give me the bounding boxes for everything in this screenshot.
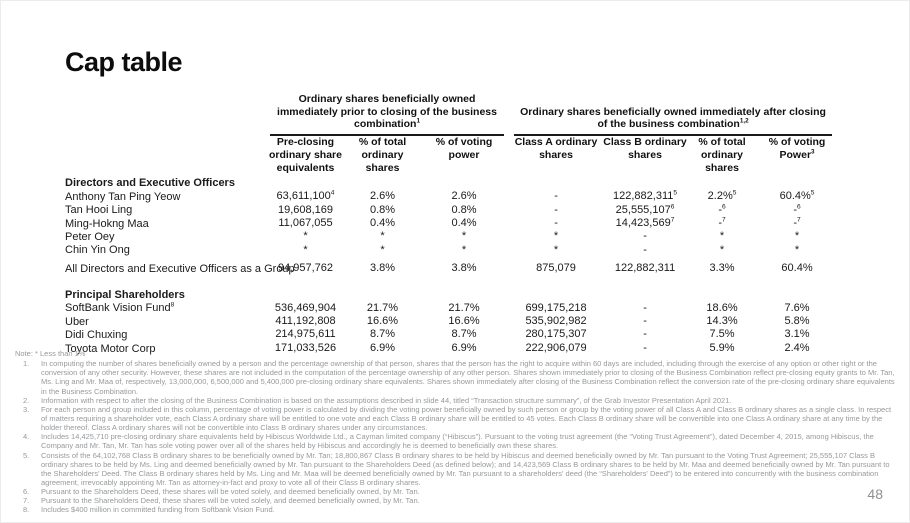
row-label: Peter Oey — [65, 231, 115, 244]
cap-table — [65, 93, 837, 355]
cell: - — [643, 301, 647, 314]
footnote-text: In computing the number of shares beneficially owned by a person and the percentage ownership of that person, shares that the person has the right to acquire within 60 days are included, including through the exercise of any option or other right or the conversion of any other security. However, these shares are not included in the computation of the percentage ownership of any other person. Shares shown immediately prior to closing of the Business Combination reflect pre-closing equity grants to Mr. Tan, Ms. Ling and Mr. Maa of, respectively, 13,000,000, 6,500,000 and 5,400,000 pre-closing ordinary share equivalents. Shares shown immediately after closing of the Business Combination reflect the conversion rate of the pre-closing ordinary share equivalents in the Business Combination. — [41, 359, 895, 396]
table-row — [65, 230, 837, 243]
cell: * — [794, 243, 800, 256]
cell: 171,033,526 — [274, 341, 337, 354]
cell: * — [719, 230, 725, 243]
footnote — [15, 359, 899, 396]
column-header: % of voting power — [435, 135, 493, 161]
row-label: Didi Chuxing — [65, 329, 128, 342]
cell: 11,067,055 — [278, 216, 333, 229]
column-header: Class A ordinary shares — [514, 135, 598, 161]
cell: - — [643, 328, 647, 341]
footnote — [15, 451, 899, 488]
cell: 536,469,904 — [274, 301, 337, 314]
cell: 8.7% — [369, 328, 396, 341]
column-header: % of voting Power$^3$ — [768, 135, 826, 161]
section-heading: Directors and Executive Officers — [65, 177, 235, 190]
table-row — [65, 302, 837, 315]
cell: - — [554, 203, 558, 216]
cell: 18.6% — [706, 301, 738, 314]
cell: 14,423,569$^7$ — [615, 216, 675, 229]
cell: 280,175,307 — [525, 328, 587, 341]
cell: 122,882,311 — [614, 262, 676, 275]
cell: 14.3% — [706, 315, 738, 327]
cell: 21.7% — [366, 301, 399, 314]
cell: 5.8% — [784, 315, 810, 327]
cell: 0.4% — [369, 216, 396, 229]
section-heading: Principal Shareholders — [65, 288, 185, 301]
footnote — [15, 505, 899, 514]
footnote — [15, 432, 899, 450]
row-label: Uber — [65, 315, 89, 328]
cell: -$^6$ — [718, 202, 726, 216]
cell: 7.6% — [784, 301, 810, 314]
cell: * — [461, 243, 467, 256]
table-row — [65, 190, 837, 203]
cell: 535,902,982 — [525, 315, 587, 327]
cell: 3.8% — [451, 262, 477, 275]
footnote-number: 6. — [23, 487, 30, 497]
row-label: Anthony Tan Ping Yeow — [65, 190, 181, 203]
footnote-number: 3. — [23, 404, 30, 414]
cell: 6.9% — [451, 341, 477, 354]
table-row-group-total — [65, 257, 837, 275]
table-row — [65, 244, 837, 257]
cell: - — [554, 216, 558, 229]
footnote — [15, 405, 899, 432]
row-label: Tan Hooi Ling — [65, 204, 133, 217]
footnote-text: Includes 14,425,710 pre-closing ordinary share equivalents held by Hibiscus Worldwide Ltd., a Cayman limited company (“Hibiscus”). Pursuant to the voting trust agreement (the “Voting Trust Agreement”), dated December 4, 2015, among Hibiscus, the Company and Mr. Tan, Mr. Tan has sole voting power over all of the shares held by Hibiscus and accordingly he is deemed to beneficially own these shares. — [41, 432, 874, 451]
cell: * — [719, 243, 725, 256]
section-heading-row — [65, 287, 837, 302]
cell: 8.7% — [451, 328, 477, 341]
cell: 94,957,762 — [277, 262, 334, 275]
empty-corner-cell — [65, 93, 265, 136]
spacer-row — [65, 276, 837, 287]
column-header: Pre-closing ordinary share equivalents — [269, 135, 342, 175]
cell: -$^7$ — [793, 216, 801, 229]
footnote-text: Includes $400 million in committed funding from Softbank Vision Fund. — [41, 505, 275, 515]
page-number: 48 — [867, 486, 883, 502]
cell: 699,175,218 — [525, 301, 587, 314]
group-header-prior: Ordinary shares beneficially owned immediately prior to closing of the business combination$^1$ — [265, 93, 509, 136]
cell: 6.9% — [369, 341, 396, 354]
group-header-after: Ordinary shares beneficially owned immediately after closing of the business combination$^{1,2}$ — [509, 93, 837, 136]
cell: 2.6% — [451, 190, 477, 203]
cell: 63,611,100$^4$ — [276, 189, 335, 203]
row-label: Chin Yin Ong — [65, 244, 130, 257]
footnotes-block — [15, 349, 899, 515]
cell: 19,608,169 — [277, 203, 334, 216]
cell: * — [303, 243, 308, 256]
cell: 0.4% — [451, 216, 477, 229]
cell: 25,555,107$^6$ — [615, 202, 675, 216]
table-row — [65, 204, 837, 217]
cell: - — [643, 315, 647, 327]
cell: * — [461, 230, 467, 243]
note-intro: Note: * Less than 1% — [15, 349, 86, 358]
cell: 222,906,079 — [525, 341, 587, 354]
column-header: % of total ordinary shares — [698, 135, 746, 175]
footnote — [15, 496, 899, 505]
table-row — [65, 328, 837, 341]
footnote-number: 7. — [23, 496, 30, 506]
cell: * — [553, 243, 559, 256]
cell: * — [553, 230, 559, 243]
cell: 2.2%$^5$ — [707, 189, 737, 203]
footnote-number: 5. — [23, 450, 30, 460]
cell: 0.8% — [369, 203, 396, 216]
cell: 7.5% — [709, 328, 735, 341]
table-row — [65, 217, 837, 230]
cell: * — [303, 230, 308, 243]
cell: 214,975,611 — [275, 328, 336, 341]
cell: 122,882,311$^5$ — [613, 189, 678, 203]
table-row — [65, 315, 837, 328]
cell: 3.1% — [784, 328, 810, 341]
footnote-text: For each person and group included in this column, percentage of voting power is calculated by dividing the voting power beneficially owned by such person or group by the voting power of all Class A and Class B ordinary shares as a single class. In respect of matters requiring a shareholder vote, each Class A ordinary share will be entitled to one vote and each Class B ordinary share will be entitled to 45 votes. Each Class B ordinary share will be convertible into one Class A ordinary share at any time by the holder thereof. Class A ordinary shares will not be convertible into Class B ordinary shares under any circumstances. — [41, 404, 892, 433]
row-label: All Directors and Executive Officers as a Group — [65, 262, 295, 275]
cell: 3.3% — [709, 262, 735, 275]
cell: 875,079 — [536, 262, 576, 275]
row-label: Toyota Motor Corp — [65, 342, 156, 355]
cell: 0.8% — [451, 203, 477, 216]
cell: * — [794, 230, 800, 243]
footnote — [15, 396, 899, 405]
cell: 21.7% — [448, 301, 480, 314]
footnote-number: 8. — [23, 505, 30, 515]
table-column-header-row — [65, 136, 837, 175]
footnote-text: Pursuant to the Shareholders Deed, these shares will be voted solely, and deemed beneficially owned, by Mr. Tan. — [41, 496, 420, 506]
cell: 2.6% — [369, 190, 396, 203]
table-group-header-row — [65, 93, 837, 136]
cell: 2.4% — [784, 341, 810, 354]
footnote-number: 4. — [23, 432, 30, 442]
cell: - — [643, 341, 647, 354]
cell: 3.8% — [369, 262, 396, 275]
empty-corner-cell — [65, 136, 265, 175]
row-label: Ming-Hokng Maa — [65, 217, 149, 230]
cell: -$^7$ — [718, 216, 726, 229]
footnote-text: Consists of the 64,102,768 Class B ordinary shares to be beneficially owned by Mr. Tan; 18,800,867 Class B ordinary shares to be held by Hibiscus and deemed beneficially owned by Mr. Tan pursuant to the Voting Trust Agreement; 25,555,107 Class B ordinary shares to be held by Ms. Ling and deemed beneficially owned by Mr. Tan pursuant to the Shareholders Deed (as defined below); and 14,423,569 Class B ordinary shares to be held by Mr. Maa and deemed beneficially owned by Mr. Tan pursuant to the Shareholders' Deed. The Class B ordinary shares held by Ms. Ling and Mr. Maa will be deemed beneficially owned by Mr. Tan pursuant to a shareholders' deed (the “Shareholders' Deed”) to be entered into concurrently with the business combination agreement, irrevocably appointing Mr. Tan as attorney-in-fact and proxy to vote all of their Class B ordinary shares. — [41, 450, 890, 487]
cell: - — [643, 230, 647, 243]
footnote-text: Information with respect to after the closing of the Business Combination is based on the assumptions described in slide 44, titled “Transaction structure summary”, of the Grab Investor Presentation April 2021. — [41, 395, 732, 405]
cell: 16.6% — [448, 315, 480, 327]
cell: - — [643, 243, 647, 256]
column-header: Class B ordinary shares — [603, 135, 687, 161]
cell: 16.6% — [366, 315, 399, 327]
footnote-text: Pursuant to the Shareholders Deed, these shares will be voted solely, and deemed beneficially owned, by Mr. Tan. — [41, 487, 420, 497]
cell: 411,192,808 — [275, 315, 336, 327]
cell: -$^6$ — [793, 202, 801, 216]
footnote-number: 2. — [23, 395, 30, 405]
cell: 5.9% — [709, 341, 735, 354]
cell: * — [380, 230, 385, 243]
cell: 60.4% — [781, 262, 813, 275]
footnote — [15, 487, 899, 496]
section-heading-row — [65, 175, 837, 190]
column-header: % of total ordinary shares — [358, 135, 407, 175]
footnote-number: 1. — [23, 359, 30, 369]
row-label: SoftBank Vision Fund$^8$ — [65, 301, 175, 315]
cell: 60.4%$^5$ — [779, 189, 815, 203]
page-title: Cap table — [65, 47, 183, 77]
cell: - — [554, 190, 558, 203]
cell: * — [380, 243, 385, 256]
